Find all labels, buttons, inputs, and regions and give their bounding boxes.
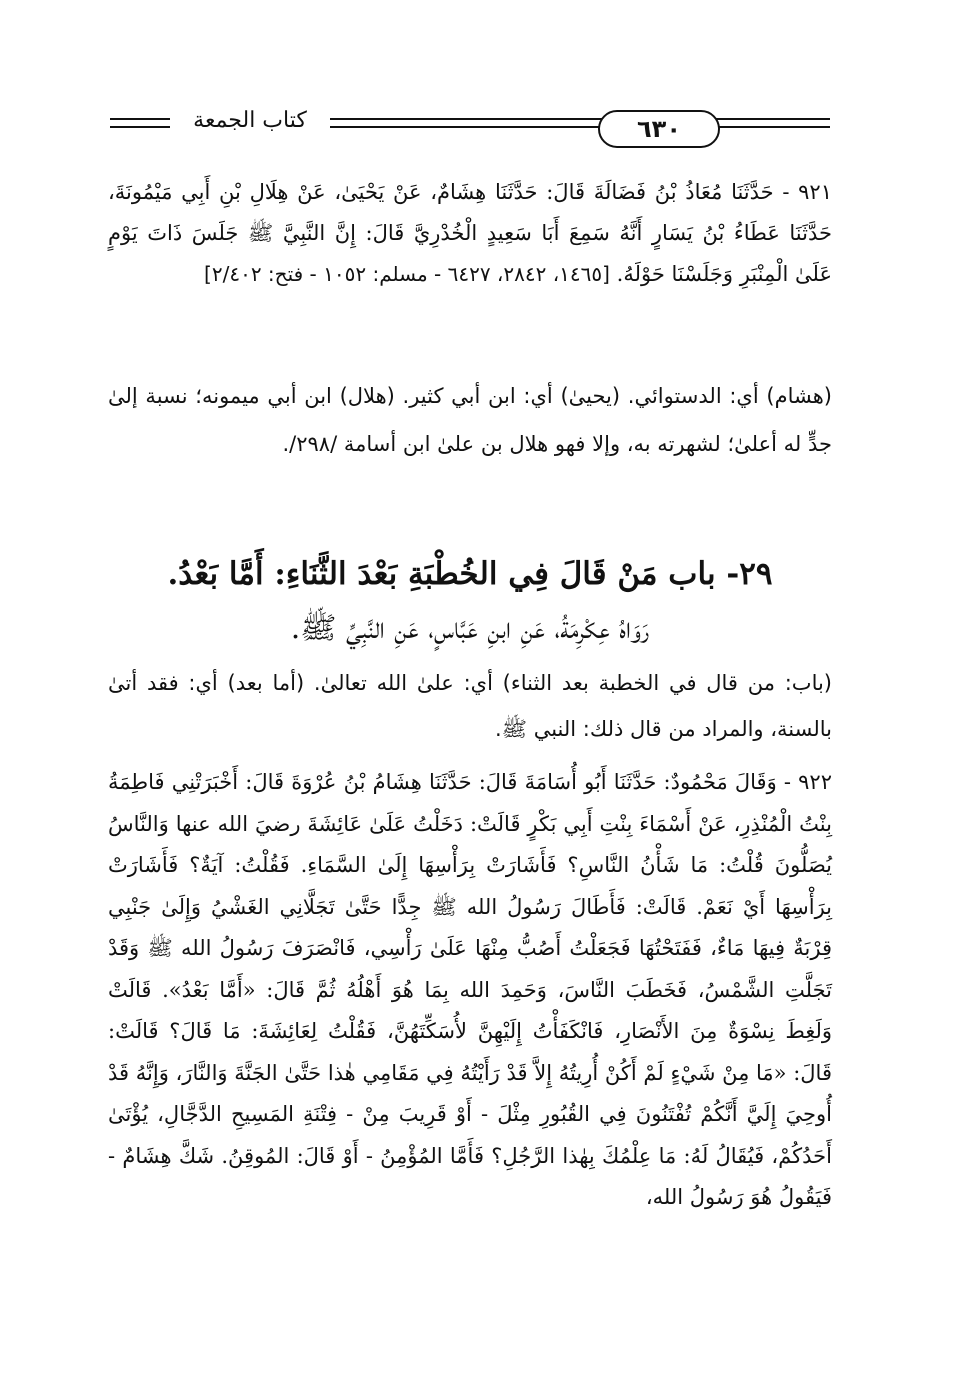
hadith-922: ٩٢٢ - وَقَالَ مَحْمُودٌ: حَدَّثَنَا أَبُو أُسَامَةَ قَالَ: حَدَّثَنَا هِشَامُ بْنُ عُرْوَةَ قَالَ: أَخْبَرَتْنِي فَاطِمَةُ بِنْتُ الْمُنْذِرِ، عَنْ أَسْمَاءَ بِنْتِ أَبِي بَكْرٍ قَالَتْ: دَخَلْتُ عَلَىٰ عَائِشَةَ رضيَ الله عنها وَالنَّاسُ يُصَلُّونَ قُلْتُ: مَا شَأْنُ النَّاسِ؟ فَأَشَارَتْ بِرَأْسِهَا إِلَىٰ السَّمَاءِ. فَقُلْتُ: آيَةٌ؟ فَأَشَارَتْ بِرَأْسِهَا أَيْ نَعَمْ. قَالَتْ: فَأَطَالَ رَسُولُ الله ﷺ جِدًّا حَتَّىٰ تَجَلَّانِي الغَشْيُ وَإِلَىٰ جَنْبِي قِرْبَةٌ فِيهَا مَاءٌ، فَفَتَحْتُهَا فَجَعَلْتُ أَصُبُّ مِنْهَا عَلَىٰ رَأْسِي، فَانْصَرَفَ رَسُولُ الله ﷺ وَقَدْ تَجَلَّتِ الشَّمْسُ، فَخَطَبَ النَّاسَ، وَحَمِدَ الله بِمَا هُوَ أَهْلُهُ ثُمَّ قَالَ: «أَمَّا بَعْدُ». قَالَتْ وَلَغِطَ نِسْوَةٌ مِنَ الأَنْصَارِ، فَانْكَفَأْتُ إِلَيْهِنَّ لأُسَكِّتَهُنَّ، فَقُلْتُ لِعَائِشَةَ: مَا قَالَ؟ قَالَتْ: قَالَ: «مَا مِنْ شَيْءٍ لَمْ أَكُنْ أُرِيتُهُ إِلاَّ قَدْ رَأَيْتُهُ فِي مَقَامِي هٰذا حَتَّىٰ الجَنَّةَ وَالنَّارَ، وَإِنَّهُ قَدْ أُوحِيَ إِلَيَّ أَنَّكُمْ تُفْتَنُونَ فِي القُبُورِ مِثْلَ - أَوْ قَرِيبَ مِنْ - فِتْنَةِ المَسِيحِ الدَّجَّالِ، يُؤْتَىٰ أَحَدُكُمْ، فَيُقَالُ لَهُ: مَا عِلْمُكَ بِهٰذا الرَّجُلِ؟ فَأَمَّا المُؤْمِنُ - أَوْ قَالَ: المُوقِنُ. شَكَّ هِشَامٌ - فَيَقُولُ هُوَ رَسُولُ الله، [108, 770, 833, 1209]
hadith-921-reference: [١٤٦٥، ٢٨٤٢، ٦٤٢٧ - مسلم: ١٠٥٢ - فتح: ٢/٤٠٢] [204, 262, 610, 286]
commentary-chapter: (باب: من قال في الخطبة بعد الثناء) أي: علىٰ الله تعالىٰ. (أما بعد) أي: فقد أتىٰ بالسنة، والمراد من قال ذلك: النبي ﷺ. [108, 671, 832, 741]
book-title: كتاب الجمعة [170, 108, 330, 133]
hadith-921 [108, 172, 832, 295]
page-number-badge: ٦٣٠ [598, 110, 720, 148]
header-rule-right-2 [710, 126, 830, 128]
header-rule-left [110, 118, 170, 120]
hadith-921-text: ٩٢١ - حَدَّثَنَا مُعَاذُ بْنُ فَضَالَةَ قَالَ: حَدَّثَنَا هِشَامٌ، عَنْ يَحْيَىٰ، عَنْ هِلَالِ بْنِ أَبِي مَيْمُونَةَ، حَدَّثَنَا عَطَاءُ بْنُ يَسَارٍ أَنَّهُ سَمِعَ أَبَا سَعِيدٍ الْخُدْرِيَّ قَالَ: إِنَّ النَّبِيَّ ﷺ جَلَسَ ذَاتَ يَوْمٍ عَلَىٰ الْمِنْبَرِ وَجَلَسْنَا حَوْلَهُ. [108, 180, 832, 286]
commentary-hadith-921: (هشام) أي: الدستوائي. (يحيىٰ) أي: ابن أبي كثير. (هلال) ابن أبي ميمونه؛ نسبة إلىٰ جدٍّ له أعلىٰ؛ لشهرته به، وإلا فهو هلال بن علىٰ ابن أسامة /٢٩٨/. [108, 384, 832, 456]
chapter-narration: رَوَاهُ عِكْرِمَةُ، عَنِ ابنِ عَبَّاسٍ، عَنِ النَّبِيِّ ﷺ. [290, 611, 650, 646]
header-rule-left-2 [110, 126, 170, 128]
header-rule-right [710, 118, 830, 120]
chapter-title: ٢٩- باب مَنْ قَالَ فِي الخُطْبَةِ بَعْدَ الثَّنَاءِ: أَمَّا بَعْدُ. [167, 556, 773, 592]
page-header [110, 108, 830, 152]
